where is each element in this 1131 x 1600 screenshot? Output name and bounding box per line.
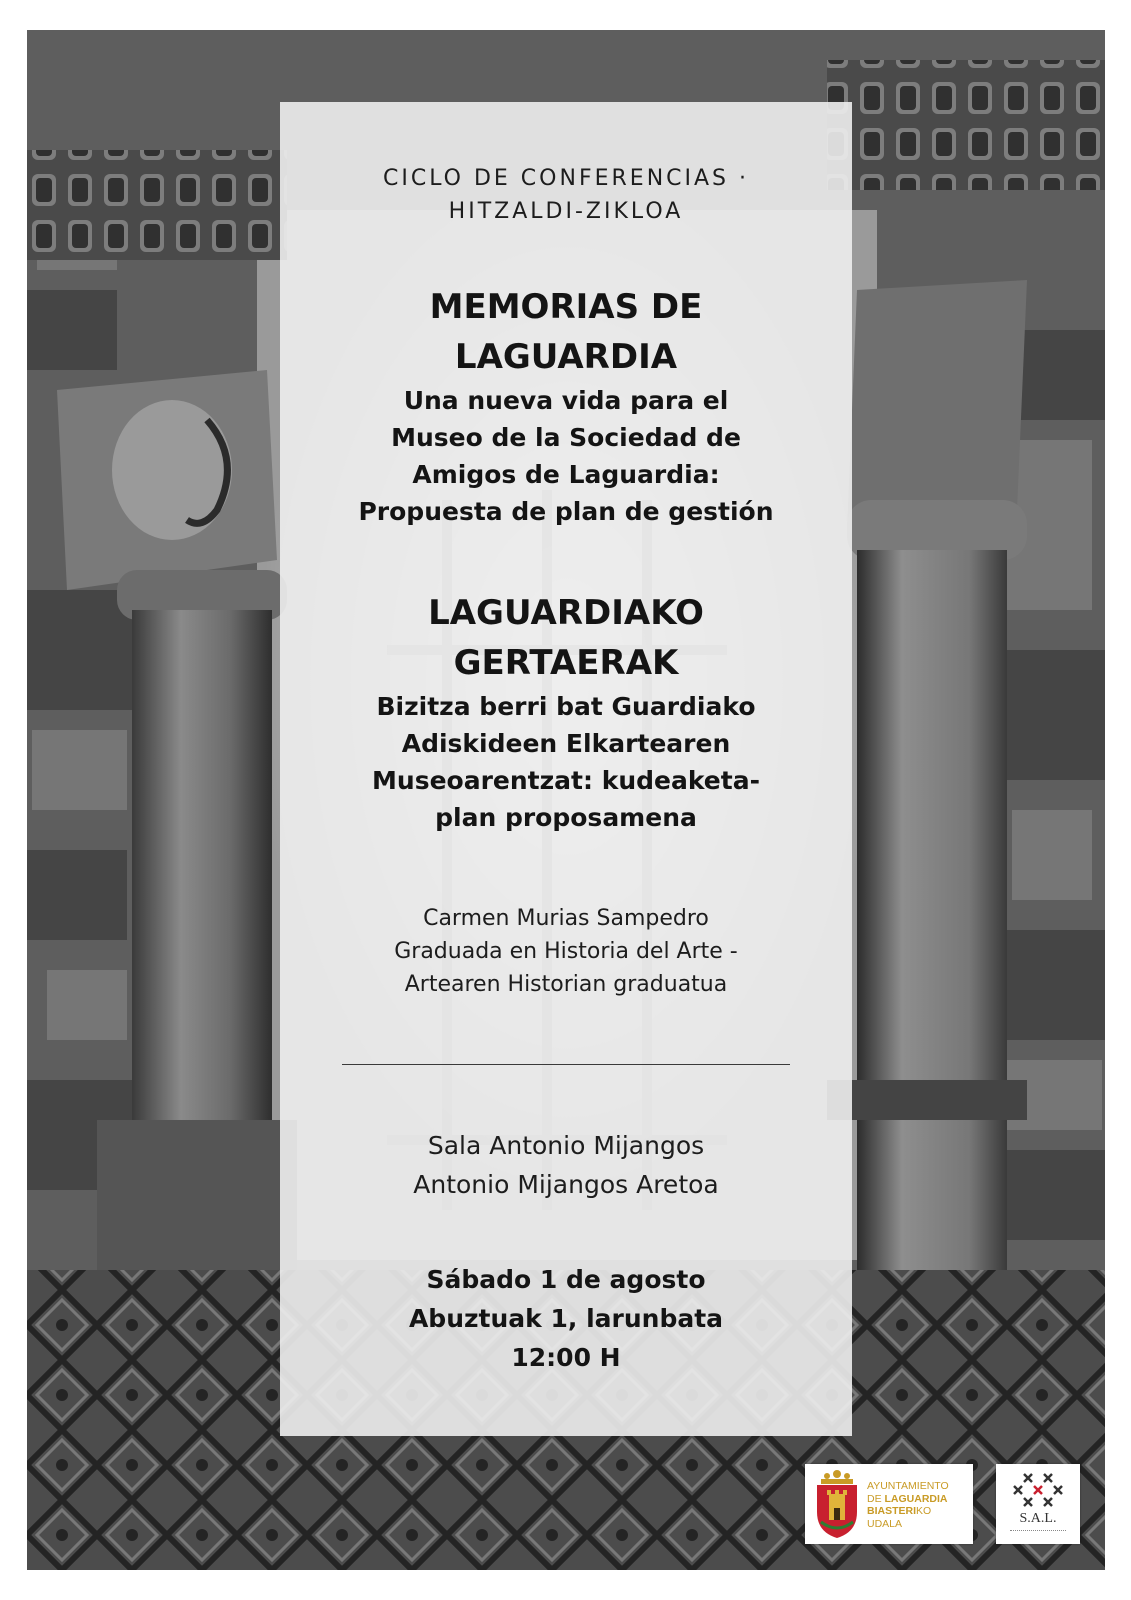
basque-title-line-1: LAGUARDIAKO — [428, 593, 704, 633]
speaker-block — [280, 902, 852, 1001]
spanish-title-block — [280, 282, 852, 530]
ayto-line-1: AYUNTAMIENTO — [867, 1480, 949, 1492]
info-panel — [280, 102, 852, 1436]
ayto-line-3-suffix: KO — [916, 1505, 932, 1517]
basque-subtitle-line-3: Museoarentzat: kudeaketa- — [372, 766, 760, 795]
basque-subtitle-line-4: plan proposamena — [435, 803, 697, 832]
ayto-line-2-prefix: DE — [867, 1492, 885, 1505]
speaker-role-line-1: Graduada en Historia del Arte - — [394, 939, 738, 964]
series-label — [280, 162, 852, 228]
venue-line-2: Antonio Mijangos Aretoa — [413, 1170, 719, 1199]
spanish-subtitle-line-2: Museo de la Sociedad de — [391, 423, 741, 452]
ayto-line-4: UDALA — [867, 1517, 903, 1530]
spanish-subtitle-line-4: Propuesta de plan de gestión — [358, 497, 774, 526]
basque-title-block — [280, 588, 852, 836]
event-time: 12:00 H — [511, 1343, 621, 1372]
spanish-title-line-1: MEMORIAS DE — [429, 287, 703, 327]
ayto-line-2-strong: LAGUARDIA — [884, 1492, 948, 1505]
sal-logo — [996, 1464, 1080, 1544]
spanish-subtitle-line-1: Una nueva vida para el — [403, 386, 729, 415]
ayuntamiento-wordmark — [867, 1480, 949, 1530]
ayto-line-2 — [867, 1493, 949, 1506]
coat-of-arms-icon — [807, 1464, 867, 1544]
sal-underline — [1010, 1530, 1066, 1535]
spanish-title-line-2: LAGUARDIA — [454, 337, 678, 377]
date-line-1: Sábado 1 de agosto — [426, 1265, 706, 1294]
sal-wordmark: S.A.L. — [1019, 1511, 1057, 1526]
date-line-2: Abuztuak 1, larunbata — [408, 1304, 724, 1333]
divider — [342, 1064, 790, 1065]
series-line-1: CICLO DE CONFERENCIAS · — [382, 166, 749, 191]
series-line-2: HITZALDI-ZIKLOA — [448, 199, 684, 224]
ayuntamiento-logo — [805, 1464, 973, 1544]
basque-subtitle-line-1: Bizitza berri bat Guardiako — [376, 692, 756, 721]
crosses-emblem-icon — [996, 1466, 1080, 1512]
date-block — [280, 1260, 852, 1377]
ayto-line-3-strong: BIASTERI — [867, 1505, 917, 1517]
spanish-subtitle-line-3: Amigos de Laguardia: — [412, 460, 720, 489]
venue-block — [280, 1126, 852, 1204]
ayto-line-3 — [867, 1505, 949, 1518]
basque-title-line-2: GERTAERAK — [453, 643, 679, 683]
speaker-name: Carmen Murias Sampedro — [423, 906, 709, 931]
speaker-role-line-2: Artearen Historian graduatua — [404, 972, 728, 997]
basque-subtitle-line-2: Adiskideen Elkartearen — [401, 729, 731, 758]
venue-line-1: Sala Antonio Mijangos — [427, 1131, 705, 1160]
